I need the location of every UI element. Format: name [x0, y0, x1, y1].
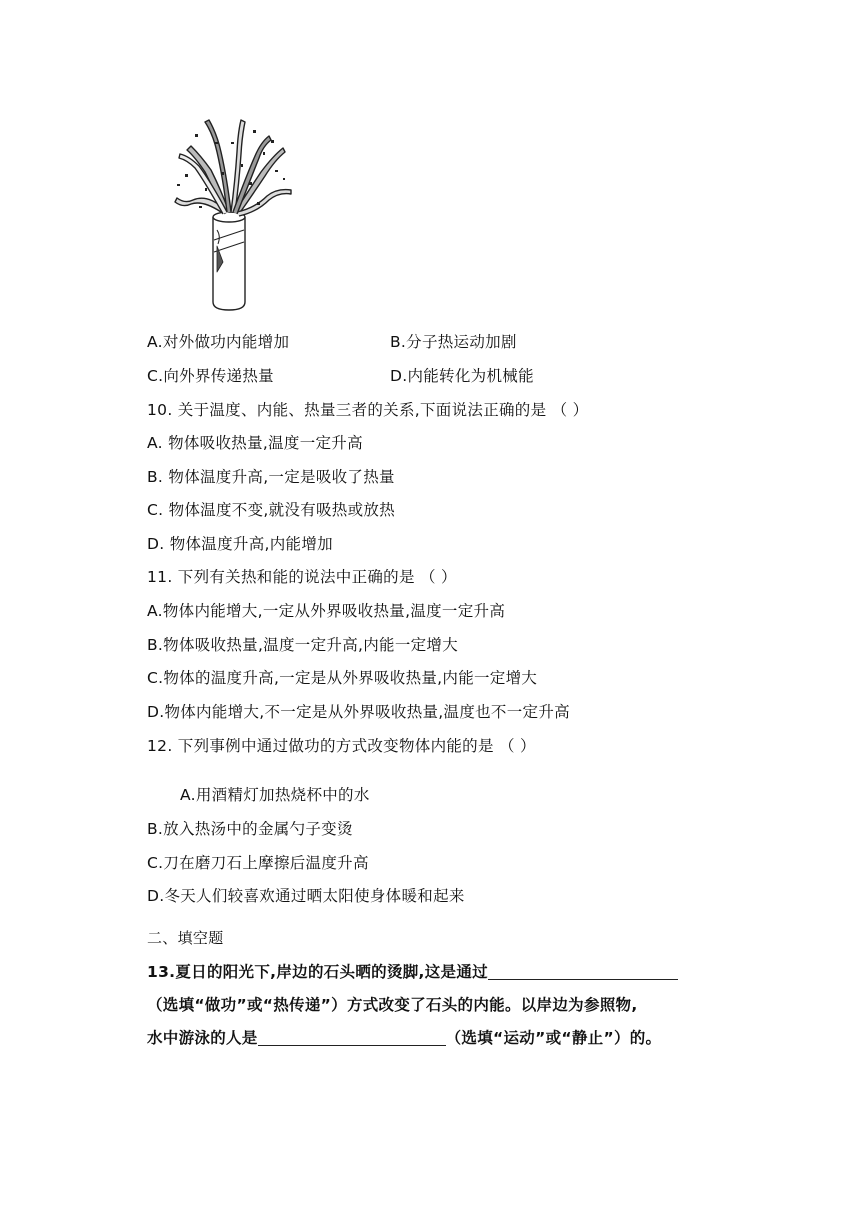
- q10-option-d: D. 物体温度升高,内能增加: [147, 535, 333, 553]
- q13-text-3: 水中游泳的人是: [147, 1029, 258, 1047]
- q13-text-1: 13.夏日的阳光下,岸边的石头晒的烫脚,这是通过: [147, 963, 488, 981]
- q10-option-c: C. 物体温度不变,就没有吸热或放热: [147, 501, 396, 519]
- q10-option-b: B. 物体温度升高,一定是吸收了热量: [147, 468, 395, 486]
- q9-option-d: D.内能转化为机械能: [390, 367, 534, 385]
- q11-option-a: A.物体内能增大,一定从外界吸收热量,温度一定升高: [147, 602, 506, 620]
- q9-option-a: A.对外做功内能增加: [147, 333, 290, 351]
- section-title: 二、填空题: [147, 929, 224, 947]
- q10-option-a: A. 物体吸收热量,温度一定升高: [147, 434, 363, 452]
- q13-text-4: （选填“运动”或“静止”）的。: [445, 1029, 662, 1047]
- q13-line-3: [147, 1026, 661, 1048]
- q12-option-c: C.刀在磨刀石上摩擦后温度升高: [147, 854, 369, 872]
- q12-option-b: B.放入热汤中的金属勺子变烫: [147, 820, 353, 838]
- q11-stem: 11. 下列有关热和能的说法中正确的是 （ ）: [147, 568, 457, 586]
- party-popper-figure: [165, 112, 300, 317]
- q13-blank-1[interactable]: [488, 963, 678, 980]
- q11-option-b: B.物体吸收热量,温度一定升高,内能一定增大: [147, 636, 459, 654]
- q13-blank-2[interactable]: [258, 1029, 446, 1046]
- q13-line-1: [147, 960, 678, 982]
- q9-option-c: C.向外界传递热量: [147, 367, 274, 385]
- q13-text-2: （选填“做功”或“热传递”）方式改变了石头的内能。以岸边为参照物,: [147, 996, 638, 1014]
- q12-stem: 12. 下列事例中通过做功的方式改变物体内能的是 （ ）: [147, 737, 536, 755]
- q11-option-c: C.物体的温度升高,一定是从外界吸收热量,内能一定增大: [147, 669, 538, 687]
- q11-option-d: D.物体内能增大,不一定是从外界吸收热量,温度也不一定升高: [147, 703, 570, 721]
- q12-option-a: A.用酒精灯加热烧杯中的水: [180, 786, 370, 804]
- q12-option-d: D.冬天人们较喜欢通过晒太阳使身体暖和起来: [147, 887, 465, 905]
- q10-stem: 10. 关于温度、内能、热量三者的关系,下面说法正确的是 （ ）: [147, 401, 589, 419]
- q9-option-b: B.分子热运动加剧: [390, 333, 517, 351]
